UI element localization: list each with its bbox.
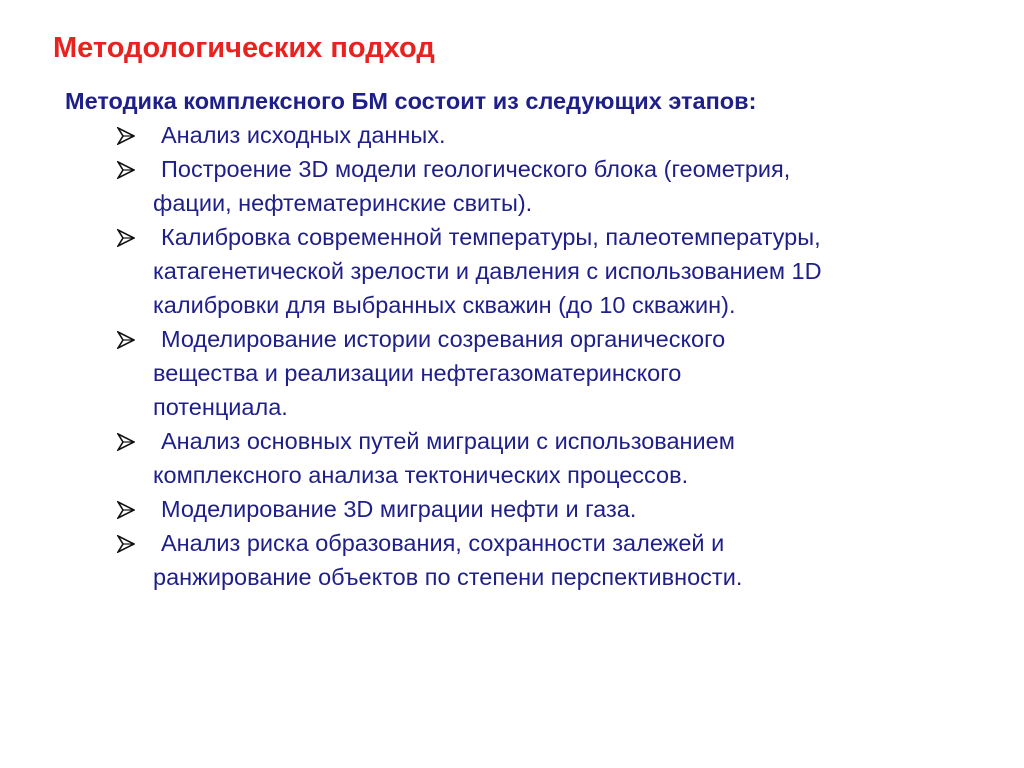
step-text-line: Моделирование истории созревания органического [161,326,726,352]
intro-text: Методика комплексного БМ состоит из следующих этапов: [65,88,757,114]
step-item [112,492,992,526]
step-text-line: ранжирование объектов по степени перспективности. [153,564,743,590]
step-text-line: фации, нефтематеринские свиты). [153,190,533,216]
arrowhead-bullet-icon [117,161,135,179]
step-text-line: Анализ исходных данных. [161,122,446,148]
step-text-line: Калибровка современной температуры, палеотемпературы, [161,224,821,250]
step-text-line: катагенетической зрелости и давления с использованием 1D [153,258,822,284]
step-item [112,322,992,424]
step-text-line: вещества и реализации нефтегазоматеринского [153,360,682,386]
arrowhead-bullet-icon [117,127,135,145]
step-text-line: потенциала. [153,394,288,420]
step-item [112,526,992,594]
arrowhead-bullet-icon [117,331,135,349]
arrowhead-bullet-icon [117,433,135,451]
arrowhead-bullet-icon [117,535,135,553]
step-text-line: Анализ риска образования, сохранности залежей и [161,530,725,556]
slide-title: Методологических подход [53,32,435,64]
step-item [112,118,992,152]
step-item [112,424,992,492]
arrowhead-bullet-icon [117,501,135,519]
step-item [112,220,992,322]
step-text-line: комплексного анализа тектонических процессов. [153,462,689,488]
step-text-line: Моделирование 3D миграции нефти и газа. [161,496,637,522]
step-item [112,152,992,220]
arrowhead-bullet-icon [117,229,135,247]
step-text-line: Построение 3D модели геологического блока (геометрия, [161,156,791,182]
step-text-line: калибровки для выбранных скважин (до 10 скважин). [153,292,736,318]
step-text-line: Анализ основных путей миграции с использованием [161,428,735,454]
steps-list [112,118,992,594]
